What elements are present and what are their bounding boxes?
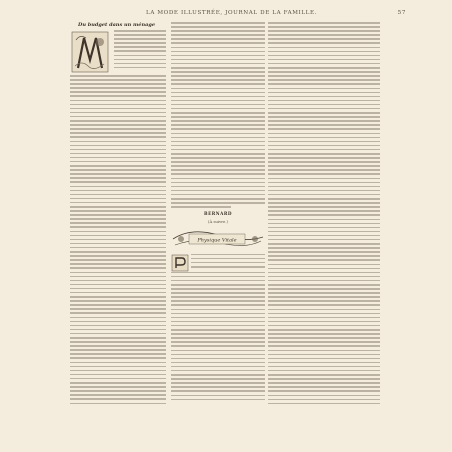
left-column (70, 22, 166, 407)
illustrated-initial-icon (70, 30, 110, 74)
page-number: 57 (397, 10, 406, 16)
header-title: LA MODE ILLUSTRÉE, JOURNAL DE LA FAMILLE. (146, 10, 318, 16)
right-column (268, 22, 380, 407)
page-header (66, 10, 406, 16)
middle-column (171, 22, 265, 403)
to-be-continued-label: (À suivre.) (208, 218, 228, 224)
decorative-title-banner-icon (171, 227, 265, 251)
article-text-block-1 (70, 30, 166, 404)
article-heading: Du budget dans un ménage (78, 22, 156, 28)
author-signature: BERNARD (204, 210, 232, 216)
article-text-block-4 (268, 22, 380, 404)
ornate-initial-icon (171, 254, 189, 272)
section-title: Physique Vitale (197, 237, 237, 244)
article-text-block-2 (171, 22, 265, 208)
article-text-block-3 (171, 254, 265, 400)
